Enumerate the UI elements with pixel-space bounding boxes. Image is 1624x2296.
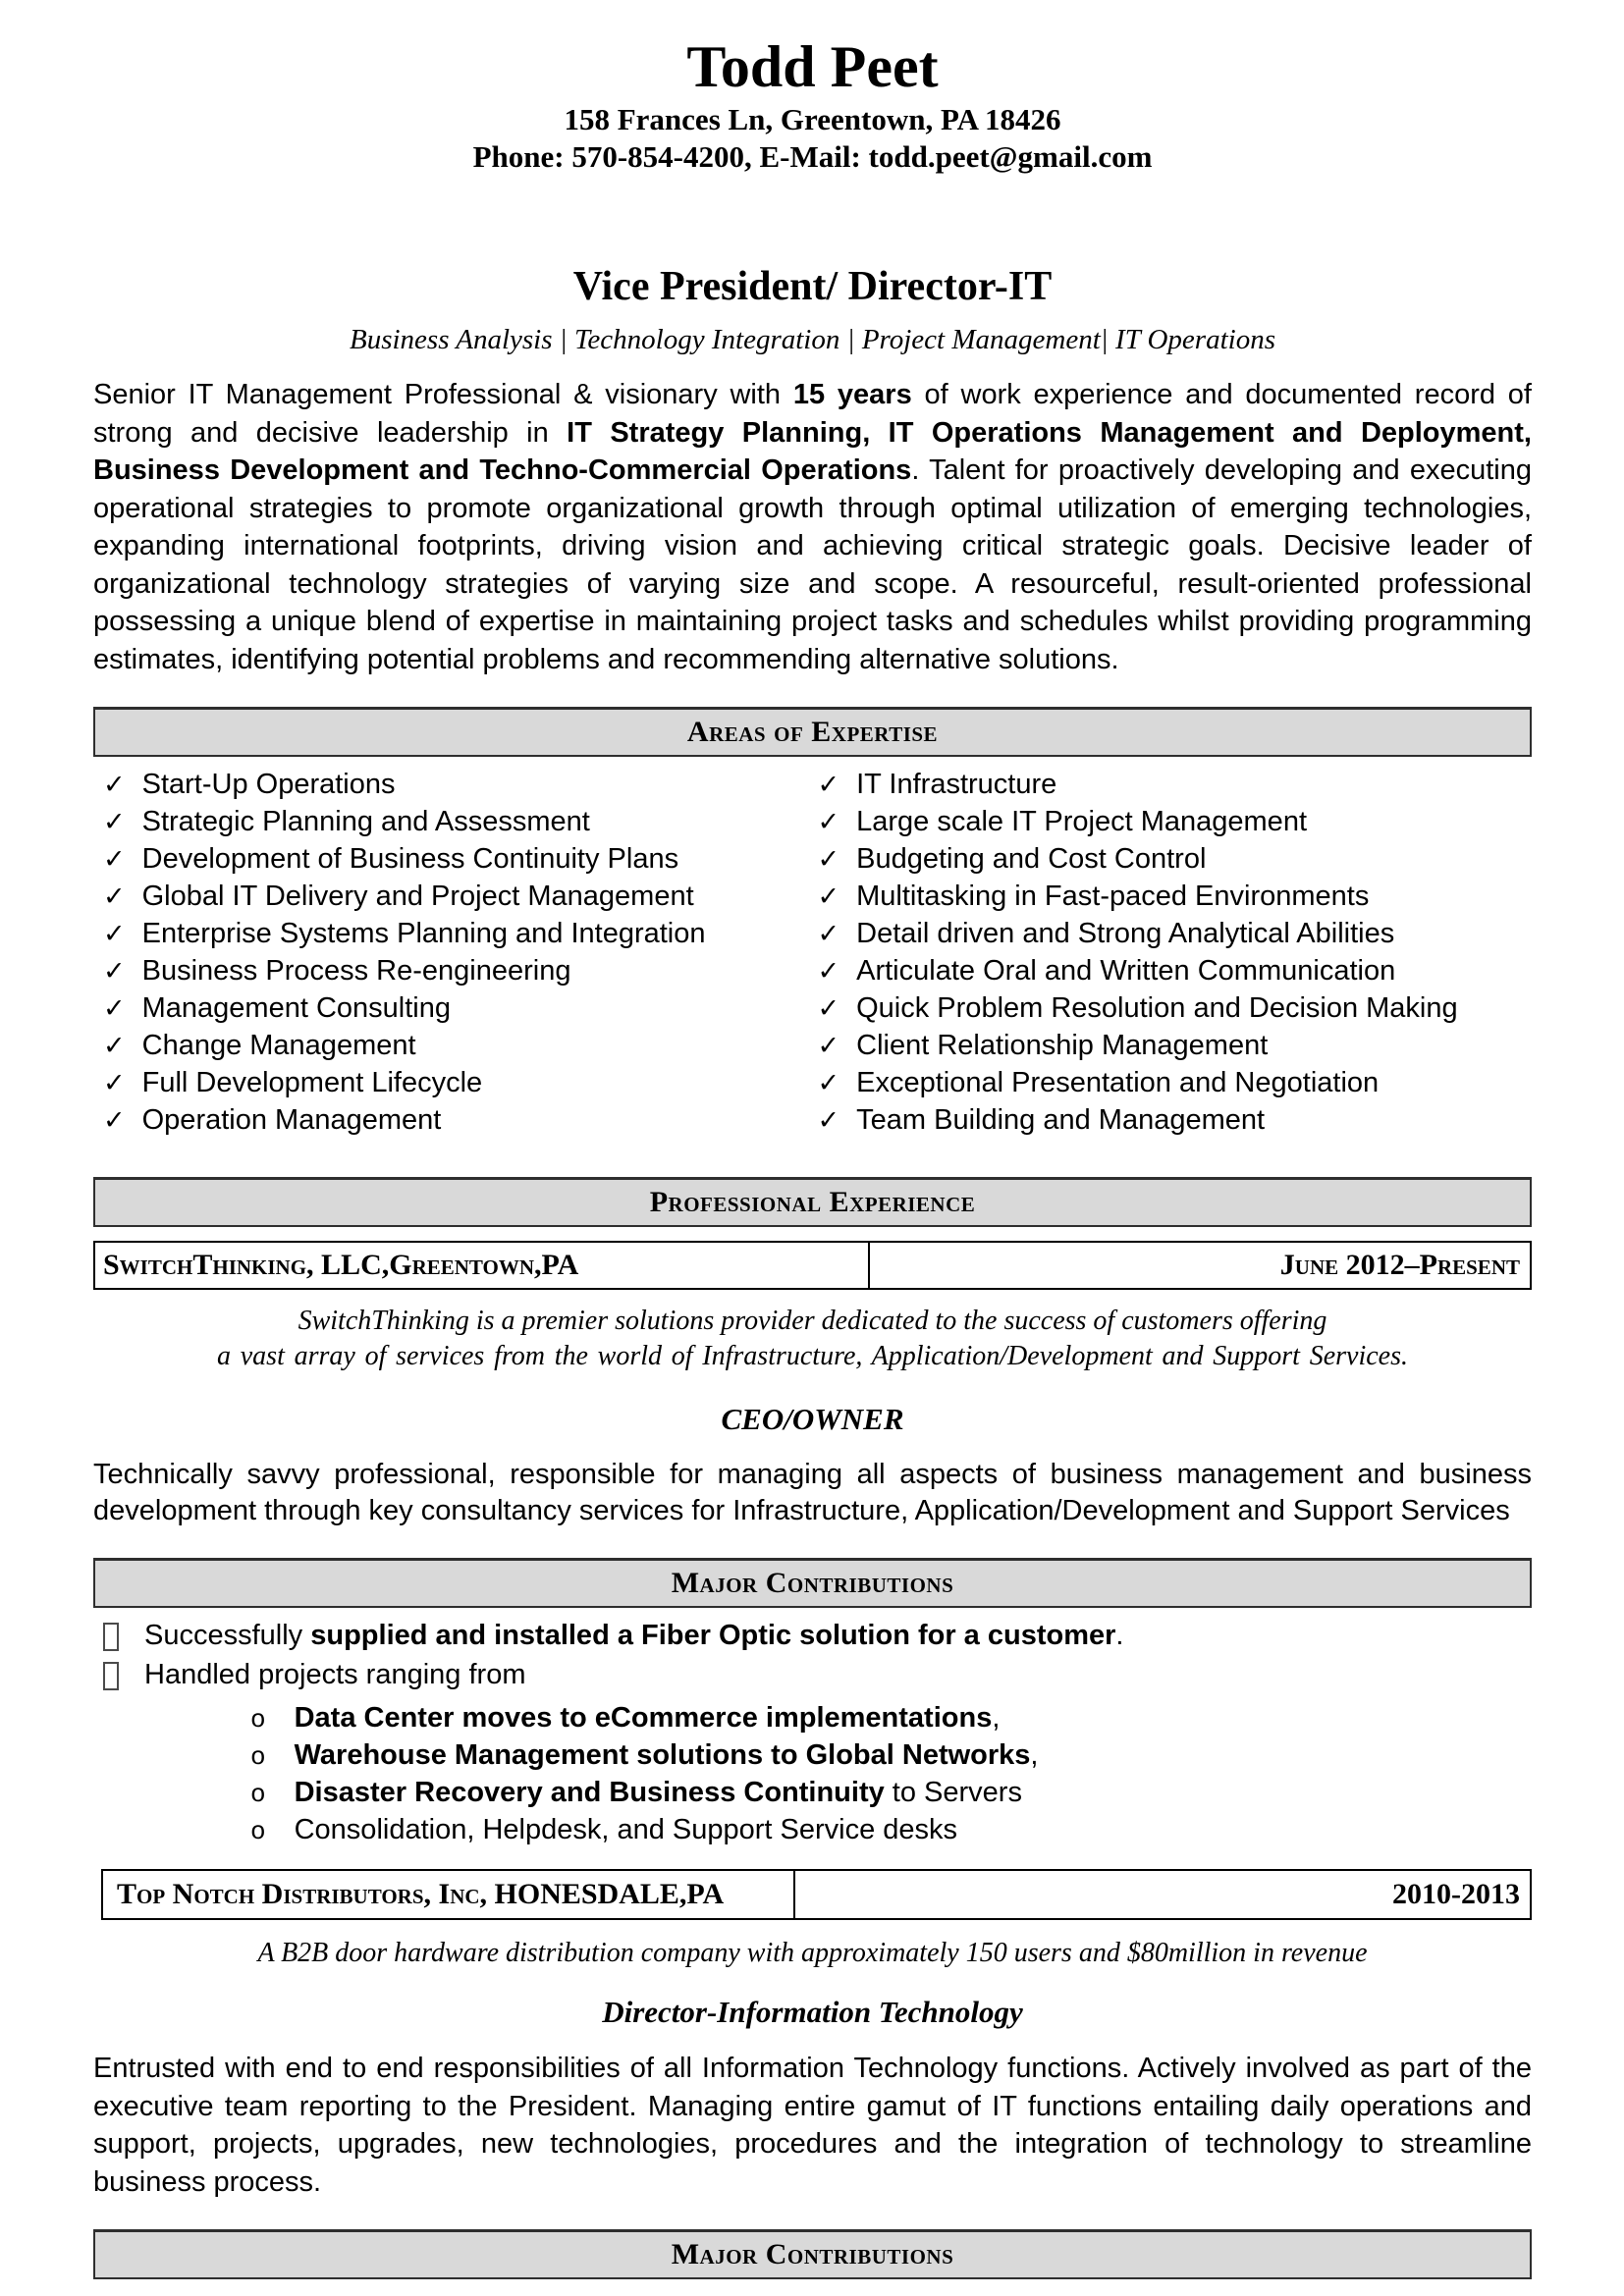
contribution-sub-bullet: [93, 1702, 1532, 1739]
expertise-label: Change Management: [141, 1030, 416, 1061]
expertise-right-column: [818, 769, 1533, 1142]
contribution-sub-text: Warehouse Management solutions to Global Networks,: [294, 1739, 1039, 1771]
checkmark-icon: ✓: [103, 770, 126, 799]
checkmark-icon: ✓: [817, 881, 840, 911]
expertise-left-column: [103, 769, 818, 1142]
expertise-item: [103, 992, 818, 1030]
expertise-label: Management Consulting: [141, 992, 451, 1024]
expertise-item: [818, 955, 1533, 992]
empty-box-bullet-icon: [103, 1623, 119, 1651]
job1-header-row: [93, 1241, 1532, 1290]
contribution-sub-bullet: [93, 1777, 1532, 1814]
expertise-item: [103, 955, 818, 992]
expertise-item: [103, 806, 818, 843]
expertise-label: Articulate Oral and Written Communication: [856, 955, 1396, 987]
checkmark-icon: ✓: [103, 807, 126, 836]
job2-header-row: [101, 1869, 1532, 1920]
address-line: 158 Frances Ln, Greentown, PA 18426: [564, 102, 1061, 136]
expertise-label: Global IT Delivery and Project Management: [141, 881, 694, 912]
contact-line: Phone: 570-854-4200, E-Mail: todd.peet@gmail.com: [472, 139, 1153, 174]
expertise-label: Start-Up Operations: [141, 769, 396, 800]
expertise-grid: [93, 769, 1532, 1142]
contribution-sub-text: Data Center moves to eCommerce implementations,: [294, 1702, 1001, 1734]
expertise-label: Business Process Re-engineering: [141, 955, 571, 987]
expertise-item: [818, 918, 1533, 955]
expertise-item: [818, 881, 1533, 918]
checkmark-icon: ✓: [103, 844, 126, 874]
job2-company: Top Notch Distributors, Inc, HONESDALE,PA: [103, 1871, 795, 1918]
summary-paragraph: Senior IT Management Professional & visionary with 15 years of work experience and documented record of strong and decisive leadership in IT Strategy Planning, IT Operations Management and Deployment, Business Development and Techno-Commercial Operations. Talent for proactively developing and executing operational strategies to promote organizational growth through optimal utilization of emerging technologies, expanding international footprints, driving vision and achieving critical strategic goals. Decisive leader of organizational technology strategies of varying size and scope. A resourceful, result-oriented professional possessing a unique blend of expertise in maintaining project tasks and schedules whilst providing programming estimates, identifying potential problems and recommending alternative solutions.: [93, 379, 1533, 675]
job2-role-title: Director-Information Technology: [602, 1995, 1023, 2029]
expertise-item: [818, 1067, 1533, 1104]
job2-role-description: Entrusted with end to end responsibilities of all Information Technology functions. Actively involved as part of the executive team reporting to the President. Managing entire gamut of IT functions entailing daily operations and support, projects, upgrades, new technologies, procedures and the integration of technology to streamline business process.: [93, 2053, 1532, 2198]
contribution-sub-text: Disaster Recovery and Business Continuity to Servers: [294, 1777, 1022, 1808]
checkmark-icon: ✓: [817, 919, 840, 948]
job2-dates: 2010-2013: [1392, 1878, 1520, 1910]
expertise-item: [818, 992, 1533, 1030]
expertise-item: [103, 1104, 818, 1142]
contribution-sub-text: Consolidation, Helpdesk, and Support Service desks: [294, 1814, 958, 1845]
contribution-sub-bullet: [93, 1739, 1532, 1777]
section-header-major-contributions-2: Major Contributions: [93, 2229, 1532, 2279]
contribution-text: Successfully supplied and installed a Fiber Optic solution for a customer.: [144, 1620, 1124, 1651]
expertise-label: Development of Business Continuity Plans: [141, 843, 679, 875]
circle-bullet-icon: o: [250, 1705, 266, 1735]
expertise-label: Strategic Planning and Assessment: [141, 806, 590, 837]
job1-company-description-line1: SwitchThinking is a premier solutions provider dedicated to the success of customers offering: [298, 1306, 1327, 1336]
checkmark-icon: ✓: [817, 993, 840, 1023]
job1-company: SwitchThinking, LLC,Greentown,PA: [95, 1243, 870, 1288]
checkmark-icon: ✓: [103, 1031, 126, 1060]
empty-box-bullet-icon: [103, 1662, 119, 1690]
expertise-label: Quick Problem Resolution and Decision Making: [856, 992, 1458, 1024]
expertise-label: Enterprise Systems Planning and Integration: [141, 918, 706, 949]
expertise-label: IT Infrastructure: [856, 769, 1057, 800]
expertise-item: [818, 1030, 1533, 1067]
checkmark-icon: ✓: [103, 956, 126, 986]
contribution-bullet: [93, 1659, 1532, 1698]
expertise-label: Budgeting and Cost Control: [856, 843, 1207, 875]
checkmark-icon: ✓: [103, 1068, 126, 1097]
job1-role-title: CEO/OWNER: [721, 1402, 904, 1436]
resume-title: Vice President/ Director-IT: [572, 264, 1053, 309]
expertise-label: Team Building and Management: [856, 1104, 1266, 1136]
checkmark-icon: ✓: [817, 844, 840, 874]
section-header-major-contributions: Major Contributions: [93, 1558, 1532, 1608]
checkmark-icon: ✓: [817, 1105, 840, 1135]
section-header-professional-experience: Professional Experience: [93, 1177, 1532, 1227]
checkmark-icon: ✓: [103, 993, 126, 1023]
expertise-item: [103, 769, 818, 806]
checkmark-icon: ✓: [817, 1031, 840, 1060]
expertise-item: [818, 843, 1533, 881]
section-header-areas-of-expertise: Areas of Expertise: [93, 707, 1532, 757]
checkmark-icon: ✓: [817, 956, 840, 986]
expertise-label: Operation Management: [141, 1104, 442, 1136]
job1-dates: June 2012–Present: [1279, 1249, 1520, 1281]
job2-company-description: A B2B door hardware distribution company with approximately 150 users and $80million in revenue: [257, 1938, 1368, 1968]
expertise-item: [103, 1030, 818, 1067]
expertise-item: [103, 843, 818, 881]
checkmark-icon: ✓: [817, 1068, 840, 1097]
expertise-label: Client Relationship Management: [856, 1030, 1269, 1061]
resume-subtitle: Business Analysis | Technology Integration | Project Management| IT Operations: [350, 324, 1275, 355]
expertise-item: [103, 881, 818, 918]
person-name: Todd Peet: [686, 34, 939, 99]
expertise-item: [818, 769, 1533, 806]
job1-role-description: Technically savvy professional, responsible for managing all aspects of business management and business development through key consultancy services for Infrastructure, Application/Development and Support Services: [93, 1459, 1532, 1526]
checkmark-icon: ✓: [103, 919, 126, 948]
contribution-text: Handled projects ranging from: [144, 1659, 526, 1690]
expertise-item: [103, 918, 818, 955]
expertise-item: [818, 806, 1533, 843]
expertise-item: [103, 1067, 818, 1104]
expertise-label: Large scale IT Project Management: [856, 806, 1307, 837]
checkmark-icon: ✓: [103, 881, 126, 911]
circle-bullet-icon: o: [250, 1780, 266, 1809]
expertise-label: Full Development Lifecycle: [141, 1067, 483, 1098]
circle-bullet-icon: o: [250, 1742, 266, 1772]
expertise-label: Exceptional Presentation and Negotiation: [856, 1067, 1380, 1098]
contribution-sub-bullet: [93, 1814, 1532, 1851]
contribution-bullet: [93, 1620, 1532, 1659]
expertise-label: Detail driven and Strong Analytical Abilities: [856, 918, 1395, 949]
circle-bullet-icon: o: [250, 1817, 266, 1846]
checkmark-icon: ✓: [817, 807, 840, 836]
job1-company-description-line2: a vast array of services from the world of Infrastructure, Application/Development and Support Services.: [217, 1341, 1408, 1371]
checkmark-icon: ✓: [817, 770, 840, 799]
expertise-item: [818, 1104, 1533, 1142]
expertise-label: Multitasking in Fast-paced Environments: [856, 881, 1370, 912]
checkmark-icon: ✓: [103, 1105, 126, 1135]
